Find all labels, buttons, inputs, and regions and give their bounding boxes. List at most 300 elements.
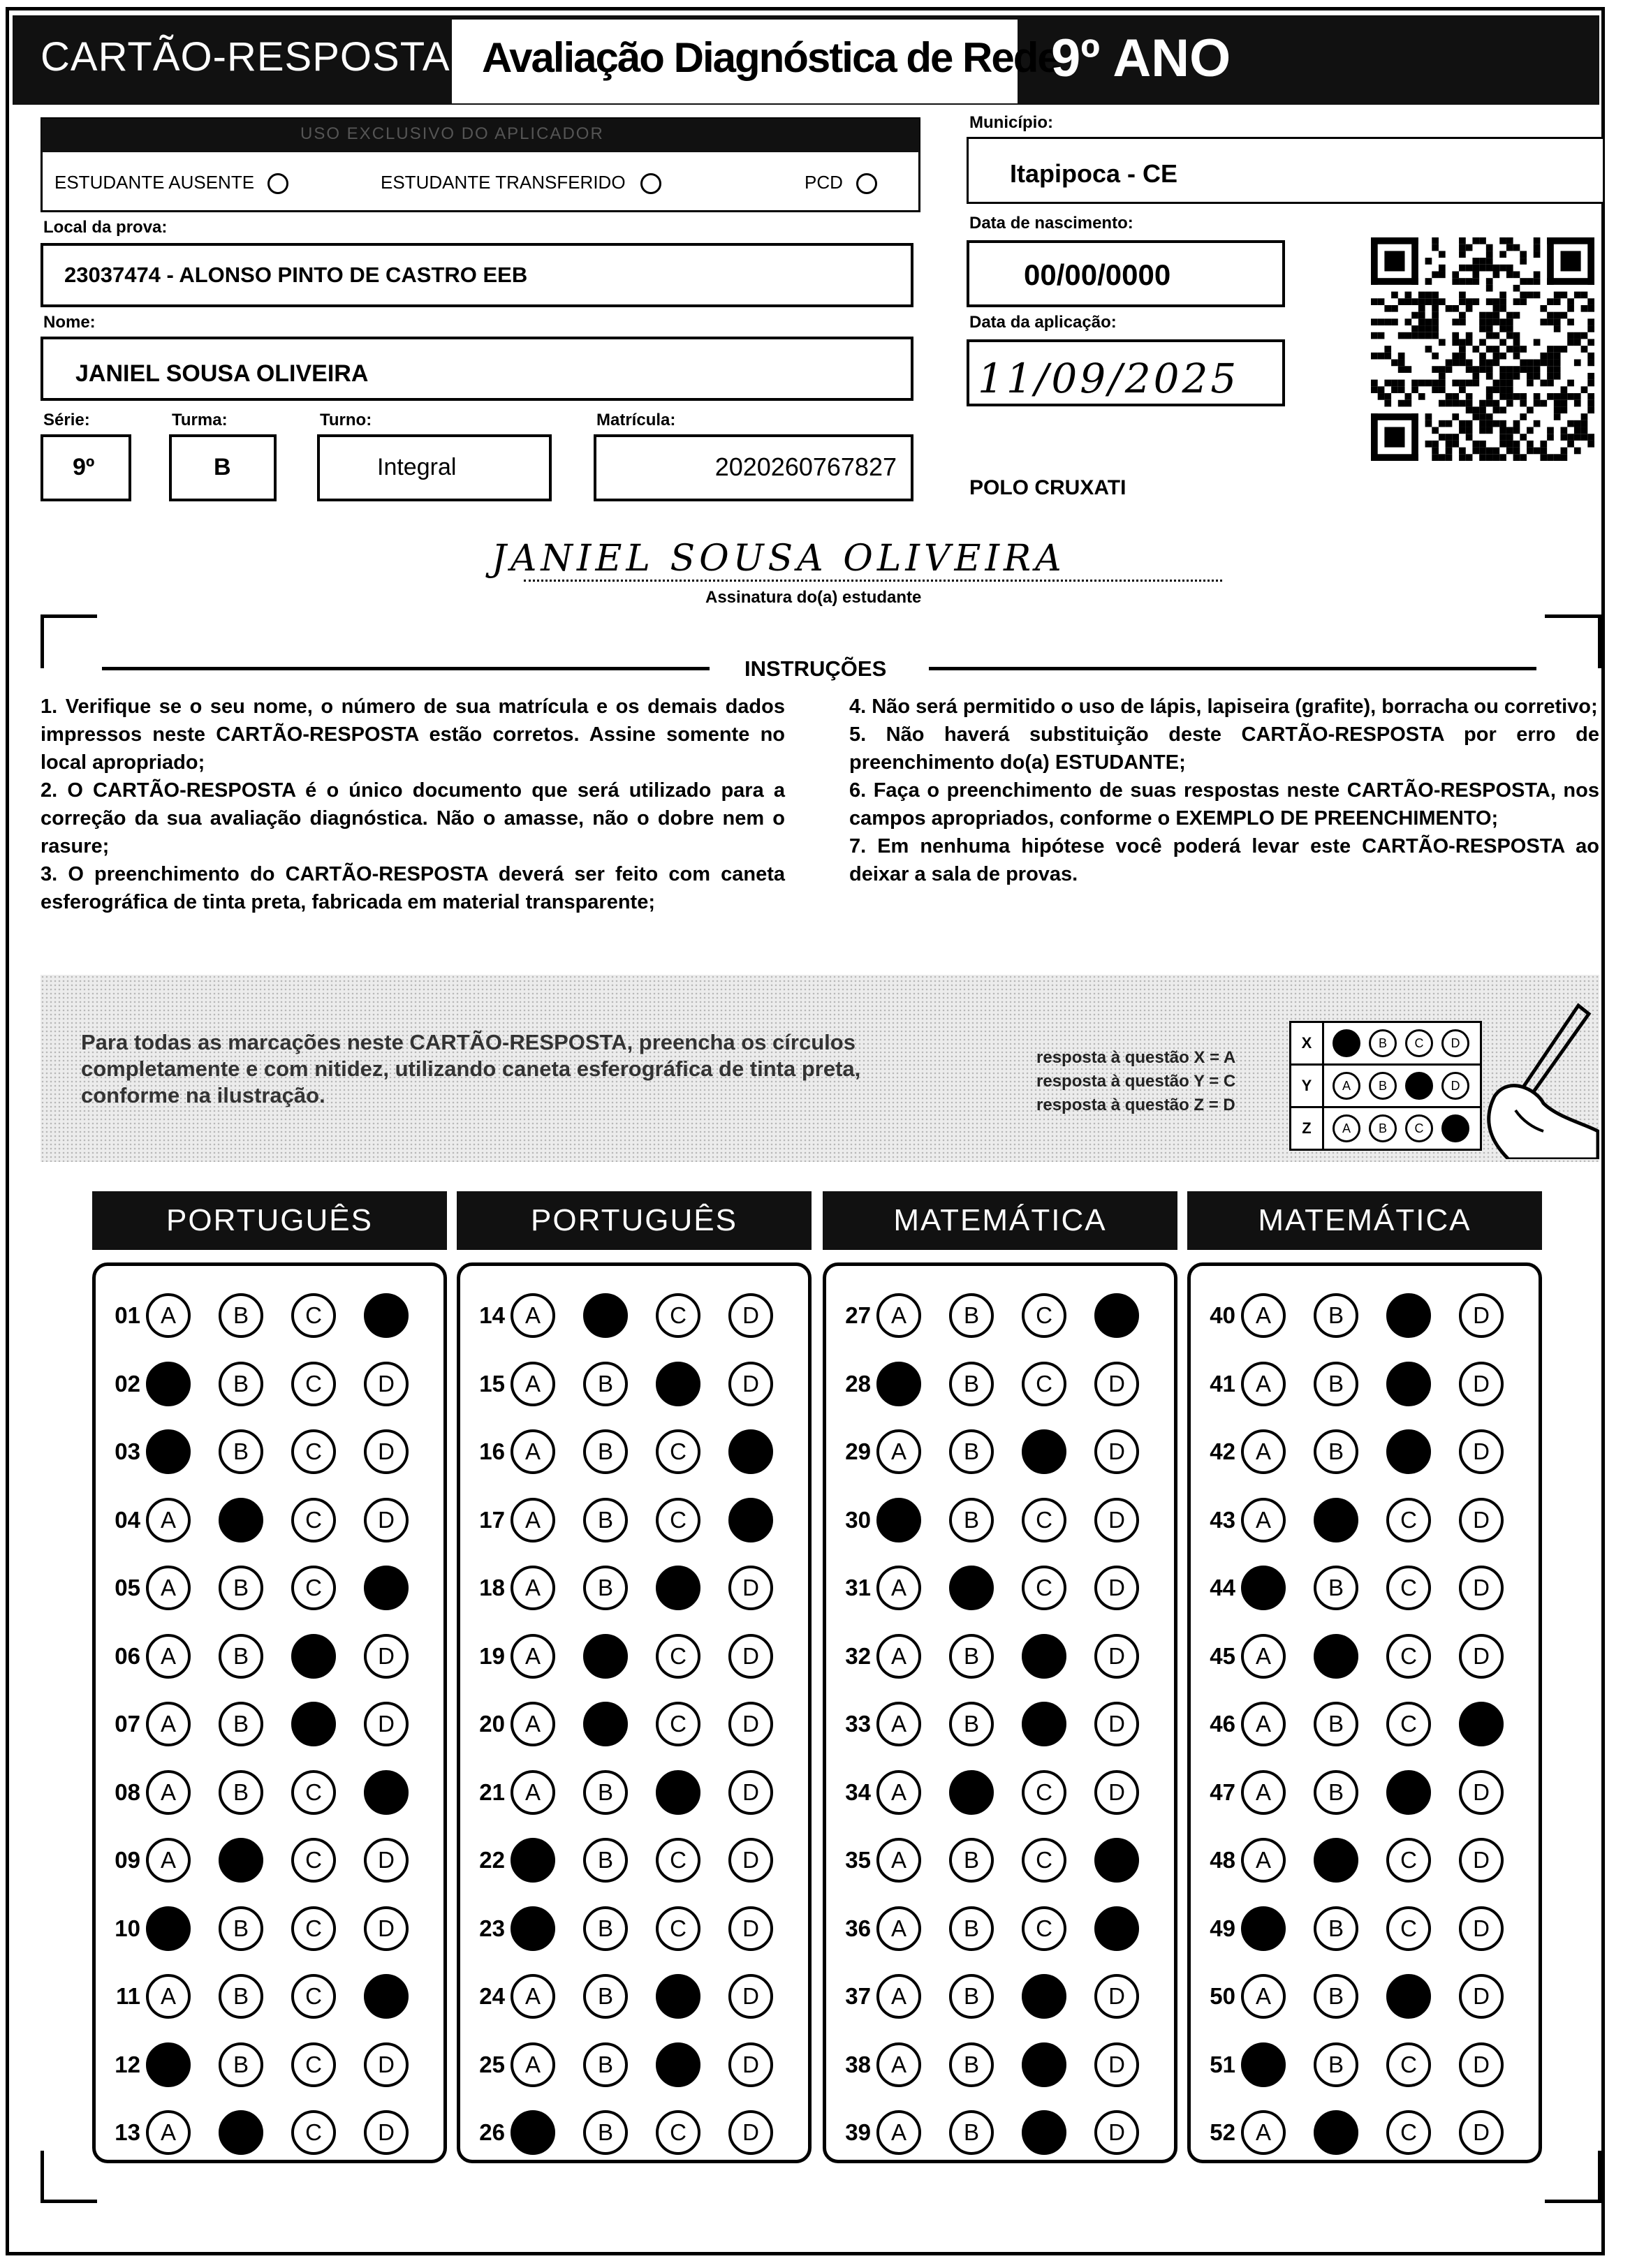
example-bubble-a: A: [1333, 1114, 1360, 1142]
exam-name: Avaliação Diagnóstica de Rede: [482, 34, 1059, 81]
question-row: [826, 1496, 1139, 1545]
question-number: 31: [845, 1575, 871, 1600]
answer-bubble-b[interactable]: B: [219, 1634, 263, 1679]
question-number: 45: [1210, 1642, 1235, 1669]
answer-bubble-c[interactable]: C: [1022, 1293, 1066, 1338]
answer-bubble-d[interactable]: D: [1094, 1634, 1139, 1679]
answer-bubble-c[interactable]: C: [1022, 1906, 1066, 1951]
answer-bubble-b[interactable]: B: [949, 1702, 994, 1746]
answer-bubble-b[interactable]: [1314, 2110, 1358, 2155]
question-number: 49: [1210, 1915, 1235, 1941]
answer-bubble-c[interactable]: C: [291, 1566, 336, 1610]
answer-bubble-b[interactable]: B: [583, 1566, 628, 1610]
answer-bubble-b[interactable]: B: [949, 2110, 994, 2155]
answer-bubble-a[interactable]: [146, 1906, 191, 1951]
answer-bubble-b[interactable]: B: [219, 1429, 263, 1474]
answer-bubble-b[interactable]: B: [949, 1429, 994, 1474]
qr-code: [1366, 237, 1599, 461]
answer-bubble-d[interactable]: D: [1094, 1498, 1139, 1542]
answer-bubble-a[interactable]: A: [146, 1702, 191, 1746]
answer-bubble-a[interactable]: A: [876, 1429, 921, 1474]
answer-bubble-b[interactable]: B: [219, 2042, 263, 2087]
question-row: [826, 1700, 1139, 1748]
answer-bubble-c[interactable]: C: [1022, 1566, 1066, 1610]
question-number: 20: [479, 1711, 505, 1737]
answer-bubble-c[interactable]: C: [1022, 1838, 1066, 1883]
answer-bubble-d[interactable]: [364, 1974, 409, 2019]
answer-bubble-d[interactable]: [1459, 1702, 1504, 1746]
answer-bubble-b[interactable]: B: [583, 1838, 628, 1883]
answer-bubble-c[interactable]: C: [656, 1702, 700, 1746]
answer-bubble-b[interactable]: [949, 1566, 994, 1610]
answer-bubble-c[interactable]: C: [291, 1906, 336, 1951]
answer-bubble-a[interactable]: A: [876, 2042, 921, 2087]
answer-bubble-c[interactable]: [656, 2042, 700, 2087]
answer-bubble-d[interactable]: D: [1459, 1362, 1504, 1406]
question-row: [460, 1836, 773, 1885]
instructions-title: INSTRUÇÕES: [744, 656, 887, 681]
question-number: 46: [1210, 1711, 1235, 1737]
answer-bubble-c[interactable]: [1386, 1429, 1431, 1474]
question-number: 34: [845, 1779, 871, 1805]
answer-bubble-b[interactable]: [219, 1498, 263, 1542]
question-number: 19: [479, 1642, 505, 1669]
answer-bubble-a[interactable]: A: [876, 1634, 921, 1679]
example-row: [1291, 1066, 1480, 1108]
answer-bubble-b[interactable]: B: [219, 1974, 263, 2019]
example-bubble-c: [1405, 1072, 1433, 1100]
answer-bubble-d[interactable]: D: [728, 2042, 773, 2087]
answer-bubble-d[interactable]: [728, 1429, 773, 1474]
answer-bubble-d[interactable]: D: [1459, 1974, 1504, 2019]
answer-bubble-b[interactable]: B: [583, 2110, 628, 2155]
example-row: [1291, 1023, 1480, 1066]
hand-with-pen-illustration: [1467, 999, 1599, 1159]
question-row: [460, 1427, 773, 1476]
answer-bubble-d[interactable]: D: [728, 1974, 773, 2019]
answer-bubble-a[interactable]: A: [511, 1634, 555, 1679]
question-row: [1191, 1632, 1504, 1681]
answer-bubble-c[interactable]: C: [656, 1498, 700, 1542]
answer-bubble-b[interactable]: B: [1314, 1770, 1358, 1815]
question-number: 48: [1210, 1847, 1235, 1873]
answer-bubble-d[interactable]: D: [364, 2110, 409, 2155]
answer-bubble-a[interactable]: [876, 1362, 921, 1406]
question-number: 37: [845, 1983, 871, 2009]
answer-bubble-c[interactable]: C: [291, 1974, 336, 2019]
answer-bubble-d[interactable]: D: [728, 1566, 773, 1610]
pcd-circle[interactable]: [856, 173, 877, 194]
application-date-value[interactable]: 11/09/2025: [978, 355, 1240, 402]
answer-bubble-c[interactable]: [1386, 1770, 1431, 1815]
answer-bubble-a[interactable]: [146, 1362, 191, 1406]
answer-bubble-b[interactable]: B: [949, 1906, 994, 1951]
answer-bubble-d[interactable]: [1094, 1906, 1139, 1951]
question-number: 16: [479, 1438, 505, 1464]
answer-bubble-c[interactable]: C: [1386, 1838, 1431, 1883]
answer-bubble-c[interactable]: [656, 1566, 700, 1610]
answer-bubble-b[interactable]: B: [583, 1770, 628, 1815]
answer-bubble-c[interactable]: [1022, 1429, 1066, 1474]
shift-value: Integral: [377, 454, 457, 480]
answer-bubble-a[interactable]: A: [1241, 1498, 1286, 1542]
example-question-label: X: [1291, 1023, 1324, 1063]
question-row: [460, 1563, 773, 1612]
answer-bubble-a[interactable]: A: [876, 1906, 921, 1951]
answer-bubble-d[interactable]: D: [728, 2110, 773, 2155]
answer-bubble-d[interactable]: D: [1094, 1974, 1139, 2019]
answer-bubble-a[interactable]: A: [511, 1498, 555, 1542]
answer-bubble-d[interactable]: [1094, 1838, 1139, 1883]
question-row: [460, 1360, 773, 1408]
answer-bubble-c[interactable]: [1022, 2110, 1066, 2155]
question-row: [96, 1427, 409, 1476]
answer-bubble-c[interactable]: C: [656, 2110, 700, 2155]
answer-bubble-a[interactable]: A: [146, 1838, 191, 1883]
answer-bubble-c[interactable]: C: [656, 1634, 700, 1679]
question-number: 17: [479, 1506, 505, 1533]
answer-bubble-b[interactable]: B: [1314, 1974, 1358, 2019]
answer-bubble-a[interactable]: A: [1241, 1362, 1286, 1406]
answer-bubble-d[interactable]: D: [364, 1634, 409, 1679]
answer-bubble-b[interactable]: [1314, 1838, 1358, 1883]
answer-bubble-d[interactable]: D: [1459, 1429, 1504, 1474]
example-question-label: Z: [1291, 1108, 1324, 1149]
answer-bubble-a[interactable]: A: [146, 1634, 191, 1679]
answer-bubble-b[interactable]: B: [583, 1974, 628, 2019]
question-row: [460, 1904, 773, 1953]
answer-bubble-b[interactable]: B: [583, 1429, 628, 1474]
answer-bubble-b[interactable]: B: [1314, 1429, 1358, 1474]
question-row: [96, 1904, 409, 1953]
answer-bubble-c[interactable]: C: [1386, 1634, 1431, 1679]
example-bubble-d: D: [1441, 1072, 1469, 1100]
answer-bubble-c[interactable]: C: [291, 2042, 336, 2087]
answer-bubble-a[interactable]: A: [1241, 1429, 1286, 1474]
answer-bubble-d[interactable]: D: [1094, 1429, 1139, 1474]
answer-bubble-d[interactable]: D: [1094, 2042, 1139, 2087]
question-number: 18: [479, 1575, 505, 1600]
question-number: 26: [479, 2119, 505, 2145]
question-row: [1191, 1700, 1504, 1748]
answer-bubble-d[interactable]: D: [728, 1906, 773, 1951]
answer-bubble-b[interactable]: B: [583, 1362, 628, 1406]
answer-bubble-c[interactable]: [1386, 1974, 1431, 2019]
answer-bubble-b[interactable]: B: [219, 1770, 263, 1815]
answer-bubble-d[interactable]: D: [364, 2042, 409, 2087]
answer-bubble-b[interactable]: B: [949, 1293, 994, 1338]
question-number: 12: [115, 2051, 140, 2077]
answer-bubble-c[interactable]: C: [656, 1838, 700, 1883]
answer-bubble-b[interactable]: B: [949, 1974, 994, 2019]
answer-bubble-d[interactable]: [364, 1293, 409, 1338]
answer-bubble-a[interactable]: A: [146, 1770, 191, 1815]
answer-bubble-b[interactable]: B: [1314, 1362, 1358, 1406]
answer-bubble-a[interactable]: A: [1241, 1770, 1286, 1815]
answer-bubble-a[interactable]: A: [146, 2110, 191, 2155]
answer-bubble-c[interactable]: C: [291, 1498, 336, 1542]
question-row: [96, 2040, 409, 2089]
municipality-value: Itapipoca - CE: [1010, 159, 1178, 188]
answer-bubble-c[interactable]: C: [1386, 1566, 1431, 1610]
answer-bubble-d[interactable]: [364, 1770, 409, 1815]
answer-bubble-d[interactable]: D: [1459, 1634, 1504, 1679]
answer-bubble-a[interactable]: A: [876, 1838, 921, 1883]
answer-bubble-a[interactable]: A: [146, 1293, 191, 1338]
answer-bubble-a[interactable]: A: [876, 1702, 921, 1746]
question-row: [460, 1496, 773, 1545]
answer-bubble-a[interactable]: A: [511, 1566, 555, 1610]
answer-bubble-b[interactable]: B: [949, 1498, 994, 1542]
answer-bubble-a[interactable]: A: [876, 1770, 921, 1815]
answer-bubble-c[interactable]: [1022, 2042, 1066, 2087]
answer-bubble-c[interactable]: [1022, 1634, 1066, 1679]
answer-bubble-a[interactable]: A: [146, 1566, 191, 1610]
answer-bubble-d[interactable]: D: [364, 1429, 409, 1474]
answer-bubble-d[interactable]: D: [1459, 1770, 1504, 1815]
answer-bubble-b[interactable]: [583, 1634, 628, 1679]
answer-bubble-c[interactable]: C: [1386, 1702, 1431, 1746]
answer-bubble-c[interactable]: C: [1022, 1770, 1066, 1815]
question-row: [96, 1360, 409, 1408]
transferred-circle[interactable]: [640, 173, 661, 194]
answer-bubble-a[interactable]: A: [146, 1498, 191, 1542]
answer-bubble-d[interactable]: D: [1459, 2110, 1504, 2155]
answer-bubble-b[interactable]: B: [1314, 1702, 1358, 1746]
answer-bubble-c[interactable]: C: [1022, 1362, 1066, 1406]
answer-bubble-b[interactable]: B: [583, 1498, 628, 1542]
answer-bubble-a[interactable]: A: [1241, 1838, 1286, 1883]
answer-bubble-a[interactable]: A: [1241, 2110, 1286, 2155]
answer-bubble-d[interactable]: [728, 1498, 773, 1542]
answer-bubble-d[interactable]: D: [728, 1702, 773, 1746]
answer-bubble-a[interactable]: [1241, 1906, 1286, 1951]
question-row: [826, 1768, 1139, 1817]
answer-bubble-a[interactable]: A: [876, 2110, 921, 2155]
question-number: 13: [115, 2119, 140, 2145]
answer-bubble-b[interactable]: B: [1314, 1906, 1358, 1951]
answer-bubble-a[interactable]: [511, 1838, 555, 1883]
answer-bubble-d[interactable]: D: [1459, 1906, 1504, 1951]
question-row: [1191, 1904, 1504, 1953]
name-value: JANIEL SOUSA OLIVEIRA: [75, 360, 369, 387]
answer-bubble-b[interactable]: B: [949, 1362, 994, 1406]
answer-bubble-b[interactable]: [219, 1838, 263, 1883]
answer-bubble-a[interactable]: A: [1241, 1702, 1286, 1746]
answer-bubble-c[interactable]: C: [291, 1770, 336, 1815]
answer-bubble-b[interactable]: B: [949, 1838, 994, 1883]
answer-bubble-c[interactable]: [291, 1702, 336, 1746]
answer-bubble-c[interactable]: [1386, 1362, 1431, 1406]
answer-bubble-a[interactable]: A: [511, 1770, 555, 1815]
answer-bubble-a[interactable]: A: [876, 1566, 921, 1610]
answer-bubble-c[interactable]: C: [1386, 1906, 1431, 1951]
answer-bubble-d[interactable]: D: [1094, 1702, 1139, 1746]
answer-bubble-c[interactable]: C: [1386, 1498, 1431, 1542]
example-legend-y: resposta à questão Y = C: [1036, 1072, 1236, 1091]
answer-bubble-d[interactable]: D: [1459, 1838, 1504, 1883]
answer-bubble-b[interactable]: B: [1314, 1293, 1358, 1338]
answer-bubble-c[interactable]: C: [1386, 2110, 1431, 2155]
question-row: [96, 1563, 409, 1612]
answer-bubble-a[interactable]: A: [511, 1293, 555, 1338]
answer-bubble-b[interactable]: B: [219, 1293, 263, 1338]
answer-bubble-b[interactable]: B: [219, 1702, 263, 1746]
question-number: 50: [1210, 1983, 1235, 2009]
answer-bubble-d[interactable]: D: [728, 1362, 773, 1406]
answer-bubble-d[interactable]: D: [1459, 1293, 1504, 1338]
instruction-1: 1. Verifique se o seu nome, o número de sua matrícula e os demais dados impressos neste CARTÃO-RESPOSTA estão corretos. Assine somente no local apropriado;: [41, 695, 785, 774]
transferred-option[interactable]: [381, 172, 661, 194]
answer-bubble-b[interactable]: [949, 1770, 994, 1815]
question-number: 39: [845, 2119, 871, 2145]
answer-bubble-c[interactable]: [1386, 1293, 1431, 1338]
answer-bubble-d[interactable]: D: [1094, 2110, 1139, 2155]
question-number: 05: [115, 1575, 140, 1600]
answer-bubble-c[interactable]: [1022, 1974, 1066, 2019]
answer-bubble-c[interactable]: [1022, 1702, 1066, 1746]
answer-bubble-d[interactable]: [1094, 1293, 1139, 1338]
answer-bubble-b[interactable]: B: [219, 1566, 263, 1610]
answer-bubble-d[interactable]: D: [1459, 1498, 1504, 1542]
signature-handwritten[interactable]: JANIEL SOUSA OLIVEIRA: [492, 538, 1066, 580]
answer-bubble-d[interactable]: D: [1459, 2042, 1504, 2087]
answer-bubble-d[interactable]: D: [364, 1362, 409, 1406]
question-number: 33: [845, 1711, 871, 1737]
answer-bubble-d[interactable]: D: [364, 1838, 409, 1883]
answer-bubble-c[interactable]: [656, 1770, 700, 1815]
question-number: 08: [115, 1779, 140, 1805]
answer-bubble-b[interactable]: B: [583, 2042, 628, 2087]
answer-bubble-a[interactable]: A: [511, 1974, 555, 2019]
answer-bubble-a[interactable]: [511, 1906, 555, 1951]
answer-bubble-c[interactable]: C: [1022, 1498, 1066, 1542]
absent-label: ESTUDANTE AUSENTE: [54, 172, 255, 193]
instructions-rule-left: [102, 667, 710, 670]
question-number: 04: [115, 1506, 140, 1533]
question-row: [1191, 2040, 1504, 2089]
answer-bubble-a[interactable]: A: [146, 1974, 191, 2019]
answer-bubble-a[interactable]: [876, 1498, 921, 1542]
answer-bubble-c[interactable]: C: [291, 1293, 336, 1338]
question-number: 27: [845, 1302, 871, 1328]
answer-bubble-b[interactable]: B: [949, 2042, 994, 2087]
example-bubble-b: B: [1369, 1029, 1397, 1057]
answer-bubble-c[interactable]: C: [291, 1362, 336, 1406]
answer-bubble-c[interactable]: C: [291, 1429, 336, 1474]
answer-bubble-c[interactable]: C: [291, 2110, 336, 2155]
question-row: [460, 1768, 773, 1817]
answer-bubble-b[interactable]: B: [583, 1906, 628, 1951]
answer-bubble-d[interactable]: D: [364, 1906, 409, 1951]
question-row: [826, 1360, 1139, 1408]
answer-bubble-d[interactable]: D: [364, 1498, 409, 1542]
absent-option[interactable]: [54, 172, 288, 194]
answer-bubble-a[interactable]: A: [1241, 1634, 1286, 1679]
answer-bubble-d[interactable]: D: [728, 1293, 773, 1338]
question-row: [460, 2040, 773, 2089]
signature-label: Assinatura do(a) estudante: [705, 588, 922, 607]
answer-bubble-c[interactable]: C: [656, 1293, 700, 1338]
answer-bubble-d[interactable]: D: [1094, 1362, 1139, 1406]
corner-top-right: [1545, 614, 1601, 668]
answer-bubble-d[interactable]: D: [1094, 1770, 1139, 1815]
example-bubble-a: A: [1333, 1072, 1360, 1100]
answer-bubble-a[interactable]: A: [511, 1362, 555, 1406]
example-bubble-c: C: [1405, 1029, 1433, 1057]
answer-bubble-c[interactable]: C: [656, 1429, 700, 1474]
answer-bubble-b[interactable]: [1314, 1498, 1358, 1542]
answer-bubble-a[interactable]: [1241, 2042, 1286, 2087]
answer-bubble-b[interactable]: B: [219, 1362, 263, 1406]
answer-bubble-d[interactable]: D: [728, 1634, 773, 1679]
municipality-label: Município:: [969, 113, 1053, 132]
answer-bubble-c[interactable]: C: [656, 1906, 700, 1951]
answer-bubble-b[interactable]: B: [949, 1634, 994, 1679]
answer-bubble-d[interactable]: D: [728, 1838, 773, 1883]
answer-bubble-b[interactable]: [583, 1293, 628, 1338]
question-row: [96, 1632, 409, 1681]
answer-bubble-b[interactable]: B: [219, 1906, 263, 1951]
answer-bubble-d[interactable]: D: [1094, 1566, 1139, 1610]
answer-bubble-a[interactable]: A: [511, 1429, 555, 1474]
answer-bubble-c[interactable]: [656, 1362, 700, 1406]
answer-bubble-a[interactable]: [1241, 1566, 1286, 1610]
question-row: [96, 1291, 409, 1340]
question-number: 38: [845, 2051, 871, 2077]
answer-bubble-d[interactable]: D: [728, 1770, 773, 1815]
answer-bubble-a[interactable]: A: [1241, 1293, 1286, 1338]
question-number: 21: [479, 1779, 505, 1805]
answer-bubble-a[interactable]: A: [876, 1974, 921, 2019]
answer-bubble-b[interactable]: [219, 2110, 263, 2155]
example-text: Para todas as marcações neste CARTÃO-RESPOSTA, preencha os círculos completamente e com nitidez, utilizando caneta esferográfica de tinta preta, conforme na ilustração.: [81, 1030, 861, 1107]
answer-bubble-b[interactable]: B: [1314, 1566, 1358, 1610]
answer-bubble-a[interactable]: [146, 2042, 191, 2087]
answer-bubble-b[interactable]: [583, 1702, 628, 1746]
instructions-right: [849, 693, 1599, 888]
question-row: [1191, 1360, 1504, 1408]
example-bubble-c: C: [1405, 1114, 1433, 1142]
answer-bubble-a[interactable]: [511, 2110, 555, 2155]
answer-bubble-a[interactable]: [146, 1429, 191, 1474]
answer-bubble-a[interactable]: A: [1241, 1974, 1286, 2019]
answer-bubble-d[interactable]: D: [364, 1702, 409, 1746]
question-row: [826, 1291, 1139, 1340]
answer-bubble-c[interactable]: [656, 1974, 700, 2019]
answer-bubble-d[interactable]: D: [1459, 1566, 1504, 1610]
answer-bubble-a[interactable]: A: [511, 2042, 555, 2087]
absent-circle[interactable]: [267, 173, 288, 194]
answer-bubble-b[interactable]: [1314, 1634, 1358, 1679]
example-legend: [1036, 1046, 1235, 1117]
question-number: 29: [845, 1438, 871, 1464]
question-number: 25: [479, 2051, 505, 2077]
answer-bubble-c[interactable]: C: [1386, 2042, 1431, 2087]
question-number: 24: [479, 1983, 505, 2009]
question-number: 14: [479, 1302, 505, 1328]
answer-bubble-d[interactable]: [364, 1566, 409, 1610]
answer-bubble-c[interactable]: C: [291, 1838, 336, 1883]
pcd-option[interactable]: [805, 172, 877, 194]
question-row: [460, 2108, 773, 2157]
answer-bubble-b[interactable]: B: [1314, 2042, 1358, 2087]
question-row: [826, 1563, 1139, 1612]
answer-bubble-a[interactable]: A: [876, 1293, 921, 1338]
answer-bubble-c[interactable]: [291, 1634, 336, 1679]
example-bubble-d: D: [1441, 1029, 1469, 1057]
answer-bubble-a[interactable]: A: [511, 1702, 555, 1746]
